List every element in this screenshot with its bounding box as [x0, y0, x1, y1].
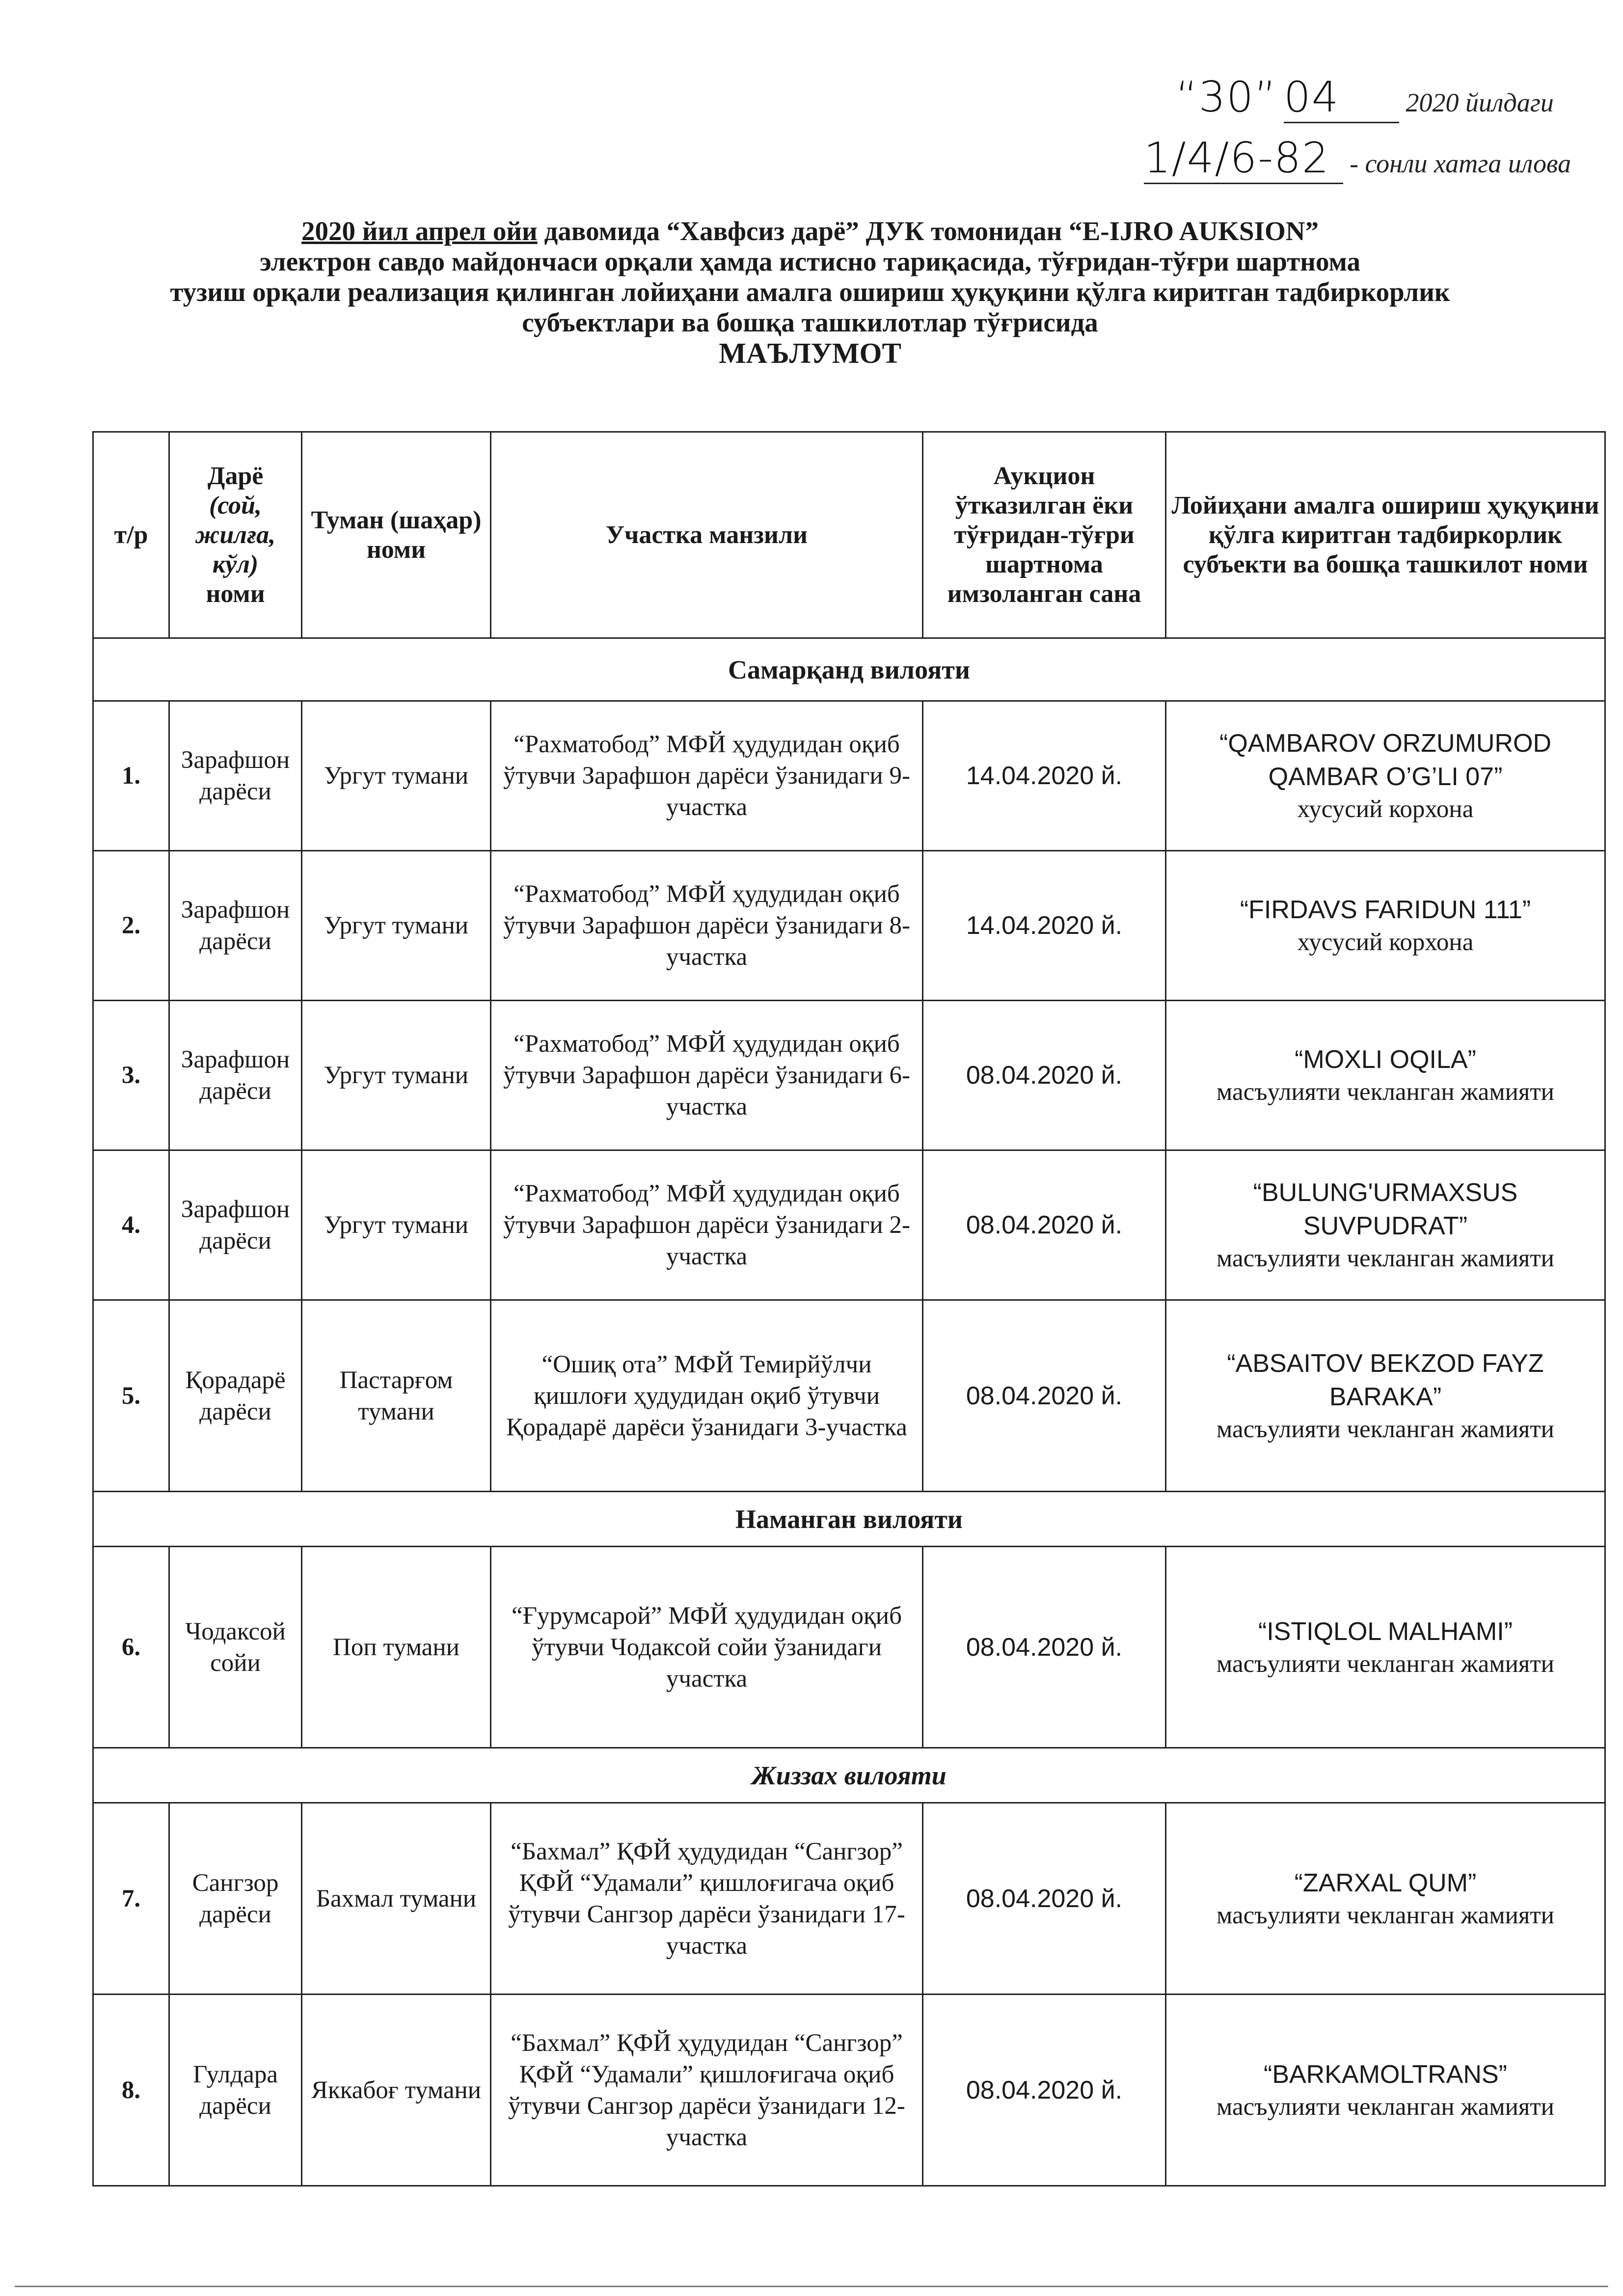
- cell-winner: [1166, 1300, 1605, 1492]
- reference-day: “30”: [1176, 73, 1277, 122]
- table-row: [93, 1300, 1605, 1492]
- cell-address: “Ошиқ ота” МФЙ Темирйўлчи қишлоғи ҳудудидан оқиб ўтувчи Қорадарё дарёси ўзанидаги 3-участка: [491, 1300, 923, 1492]
- table-row: [93, 1803, 1605, 1995]
- cell-address: “Ғурумсарой” МФЙ ҳудудидан оқиб ўтувчи Чодаксой сойи ўзанидаги участка: [491, 1547, 923, 1748]
- cell-district: Бахмал тумани: [302, 1803, 491, 1995]
- cell-date: 14.04.2020 й.: [923, 701, 1166, 851]
- cell-date: 08.04.2020 й.: [923, 1150, 1166, 1300]
- header-river: [169, 432, 302, 638]
- cell-winner: [1166, 851, 1605, 1001]
- cell-river: Зарафшон дарёси: [169, 851, 302, 1001]
- cell-district: Ургут тумани: [302, 701, 491, 851]
- cell-no: 4.: [93, 1150, 169, 1300]
- region-name: Самарқанд вилояти: [93, 638, 1605, 701]
- reference-letter-suffix: - сонли хатга илова: [1350, 149, 1571, 178]
- header-date: Аукцион ўтказилган ёки тўғридан-тўғри шартнома имзоланган сана: [923, 432, 1166, 638]
- title-line2: электрон савдо майдончаси орқали ҳамда истисно тариқасида, тўғридан-тўғри шартнома: [259, 246, 1361, 276]
- winner-name: “ABSAITOV BEKZOD FAYZ BARAKA”: [1227, 1349, 1544, 1411]
- title-line1: давомида “Хавфсиз дарё” ДУК томонидан “E-IJRO AUKSION”: [537, 216, 1319, 246]
- cell-winner: [1166, 1547, 1605, 1748]
- winner-type: масъулияти чекланган жамияти: [1217, 1245, 1554, 1272]
- table-row: [93, 1001, 1605, 1150]
- cell-address: “Рахматобод” МФЙ ҳудудидан оқиб ўтувчи Зарафшон дарёси ўзанидаги 6-участка: [491, 1001, 923, 1150]
- cell-address: “Бахмал” ҚФЙ ҳудудидан “Сангзор” ҚФЙ “Удамали” қишлоғигача оқиб ўтувчи Сангзор дарёси ўзанидаги 12-участка: [491, 1995, 923, 2186]
- header-river-c: номи: [206, 579, 265, 608]
- cell-date: 08.04.2020 й.: [923, 1001, 1166, 1150]
- cell-no: 1.: [93, 701, 169, 851]
- cell-no: 7.: [93, 1803, 169, 1995]
- table-row: [93, 1150, 1605, 1300]
- winner-name: “ZARXAL QUM”: [1294, 1868, 1477, 1897]
- region-row: [93, 1748, 1605, 1803]
- cell-no: 5.: [93, 1300, 169, 1492]
- winner-type: масъулияти чекланган жамияти: [1217, 1901, 1554, 1929]
- table-row: [93, 851, 1605, 1001]
- cell-no: 2.: [93, 851, 169, 1001]
- title-line3: тузиш орқали реализация қилинган лойиҳани амалга ошириш ҳуқуқини қўлга киритган тадбиркорлик: [170, 277, 1450, 307]
- header-address: Участка манзили: [491, 432, 923, 638]
- header-winner: Лойиҳани амалга ошириш ҳуқуқини қўлга киритган тадбиркорлик субъекти ва бошқа ташкилот номи: [1166, 432, 1605, 638]
- cell-no: 8.: [93, 1995, 169, 2186]
- winner-type: масъулияти чекланган жамияти: [1217, 1078, 1554, 1106]
- cell-river: Зарафшон дарёси: [169, 1150, 302, 1300]
- header-river-b: (сой, жилға, кўл): [195, 491, 276, 578]
- cell-river: Зарафшон дарёси: [169, 701, 302, 851]
- winner-name: “BARKAMOLTRANS”: [1264, 2060, 1507, 2089]
- region-name: Наманган вилояти: [93, 1492, 1605, 1547]
- table-row: [93, 701, 1605, 851]
- table-body: [93, 638, 1605, 2186]
- region-row: [93, 1492, 1605, 1547]
- title-line4: субъектлари ва бошқа ташкилотлар тўғрисида: [522, 307, 1098, 337]
- winner-type: масъулияти чекланган жамияти: [1217, 1650, 1554, 1678]
- cell-winner: [1166, 701, 1605, 851]
- winner-name: “ISTIQLOL MALHAMI”: [1258, 1617, 1513, 1646]
- cell-district: Ургут тумани: [302, 851, 491, 1001]
- cell-winner: [1166, 1995, 1605, 2186]
- cell-date: 08.04.2020 й.: [923, 1547, 1166, 1748]
- auction-table: [92, 431, 1606, 2187]
- cell-winner: [1166, 1001, 1605, 1150]
- region-name: Жиззах вилояти: [93, 1748, 1605, 1803]
- table-row: [93, 1995, 1605, 2186]
- cell-date: 08.04.2020 й.: [923, 1995, 1166, 2186]
- winner-name: “BULUNG'URMAXSUS SUVPUDRAT”: [1253, 1178, 1518, 1240]
- winner-type: масъулияти чекланган жамияти: [1217, 2093, 1554, 2121]
- cell-date: 08.04.2020 й.: [923, 1300, 1166, 1492]
- cell-district: Ургут тумани: [302, 1150, 491, 1300]
- reference-date-line: [1176, 73, 1554, 123]
- cell-address: “Рахматобод” МФЙ ҳудудидан оқиб ўтувчи Зарафшон дарёси ўзанидаги 2-участка: [491, 1150, 923, 1300]
- cell-river: Зарафшон дарёси: [169, 1001, 302, 1150]
- winner-type: масъулияти чекланган жамияти: [1217, 1415, 1554, 1443]
- header-row: [93, 432, 1605, 638]
- page-bottom-line: [15, 2286, 1608, 2287]
- region-row: [93, 638, 1605, 701]
- cell-address: “Рахматобод” МФЙ ҳудудидан оқиб ўтувчи Зарафшон дарёси ўзанидаги 8-участка: [491, 851, 923, 1001]
- cell-river: Чодаксой сойи: [169, 1547, 302, 1748]
- cell-no: 6.: [93, 1547, 169, 1748]
- header-district: Туман (шаҳар) номи: [302, 432, 491, 638]
- cell-address: “Бахмал” ҚФЙ ҳудудидан “Сангзор” ҚФЙ “Удамали” қишлоғигача оқиб ўтувчи Сангзор дарёси ўзанидаги 17-участка: [491, 1803, 923, 1995]
- document-title: [88, 216, 1532, 368]
- cell-district: Поп тумани: [302, 1547, 491, 1748]
- winner-name: “QAMBAROV ORZUMUROD QAMBAR O’G’LI 07”: [1219, 729, 1551, 791]
- cell-river: Қорадарё дарёси: [169, 1300, 302, 1492]
- cell-winner: [1166, 1150, 1605, 1300]
- cell-date: 08.04.2020 й.: [923, 1803, 1166, 1995]
- winner-type: хусусий корхона: [1297, 929, 1474, 956]
- winner-name: “MOXLI OQILA”: [1295, 1045, 1476, 1074]
- title-underlined: 2020 йил апрел ойи: [301, 216, 538, 246]
- header-river-a: Дарё: [207, 462, 264, 490]
- reference-year-text: 2020 йилдаги: [1406, 88, 1554, 117]
- winner-type: хусусий корхона: [1297, 795, 1474, 823]
- cell-address: “Рахматобод” МФЙ ҳудудидан оқиб ўтувчи Зарафшон дарёси ўзанидаги 9-участка: [491, 701, 923, 851]
- cell-river: Сангзор дарёси: [169, 1803, 302, 1995]
- cell-no: 3.: [93, 1001, 169, 1150]
- reference-letter-line: [1144, 134, 1571, 184]
- cell-date: 14.04.2020 й.: [923, 851, 1166, 1001]
- table-row: [93, 1547, 1605, 1748]
- cell-winner: [1166, 1803, 1605, 1995]
- cell-district: Ургут тумани: [302, 1001, 491, 1150]
- cell-district: Яккабоғ тумани: [302, 1995, 491, 2186]
- cell-district: Пастарғом тумани: [302, 1300, 491, 1492]
- winner-name: “FIRDAVS FARIDUN 111”: [1240, 896, 1531, 924]
- reference-letter-no: 1/4/6-82: [1144, 134, 1330, 183]
- header-no: т/р: [93, 432, 169, 638]
- cell-river: Гулдара дарёси: [169, 1995, 302, 2186]
- title-line5: МАЪЛУМОТ: [719, 337, 901, 369]
- reference-month: 04: [1284, 73, 1340, 122]
